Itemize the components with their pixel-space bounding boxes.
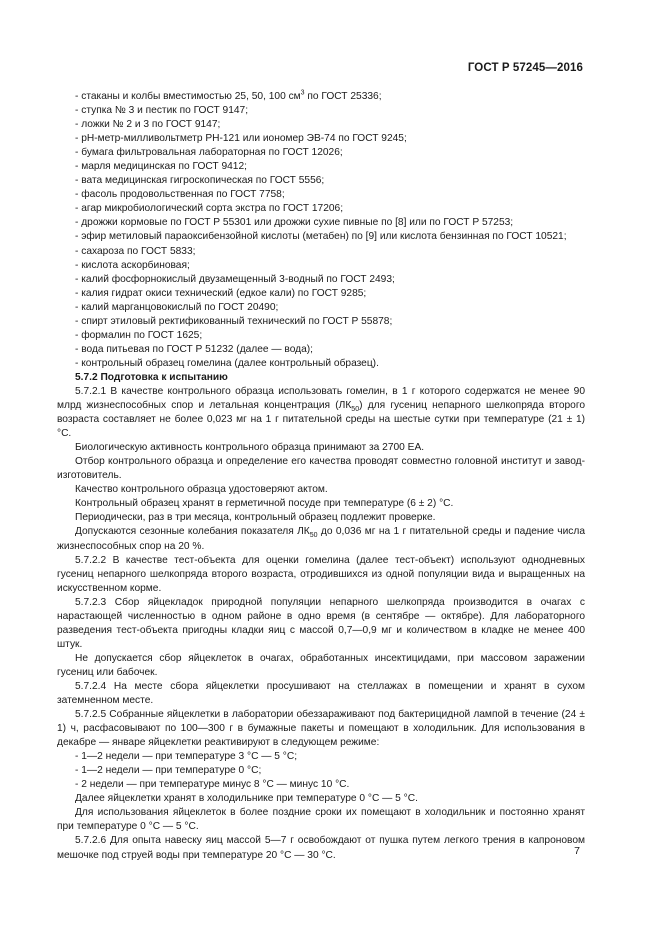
list-item: - калия гидрат окиси технический (едкое кали) по ГОСТ 9285; <box>75 287 367 299</box>
document-body <box>57 90 585 863</box>
list-item: - рН-метр-милливольтметр РН-121 или иономер ЭВ-74 по ГОСТ 9245; <box>75 133 407 145</box>
list-item: - фасоль продовольственная по ГОСТ 7758; <box>75 189 285 201</box>
document-header: ГОСТ Р 57245—2016 <box>467 62 583 74</box>
paragraph: Допускаются сезонные колебания показателя $ЛК_{50}$ до 0,036 мг на 1 г питательной среды и падение числа жизнеспособных спор на 20 %. <box>57 526 585 552</box>
paragraph-5-7-2-3: 5.7.2.3 Сбор яйцекладок природной популяции непарного шелкопряда производится в очагах с нарастающей численностью в одном районе в одно время (в сентябре — октябре). Для лабораторного разведения тест-объекта пригодны кладки яиц с массой 0,7—0,9 мг и количеством в кладке не менее 400 штук. <box>57 596 585 650</box>
paragraph-5-7-2-1: 5.7.2.1 В качестве контрольного образца использовать гомелин, в 1 г которого содержатся не менее 90 млрд жизнеспособных спор и летальная концентрация $(ЛК_{50})$ для гусениц непарного шелкопряда второго возраста составляет не более 0,023 мг на 1 г питательной среды на шестые сутки при температуре (21 ± 1) °С. <box>57 385 585 440</box>
paragraph: Контрольный образец хранят в герметичной посуде при температуре (6 ± 2) °С. <box>75 498 454 510</box>
list-item: - вода питьевая по ГОСТ Р 51232 (далее — вода); <box>75 343 313 355</box>
list-item: - 1—2 недели — при температуре 3 °С — 5 °С; <box>75 751 298 763</box>
list-item: - контрольный образец гомелина (далее контрольный образец). <box>75 357 379 369</box>
paragraph: Далее яйцеклетки хранят в холодильнике при температуре 0 °С — 5 °С. <box>75 793 418 805</box>
list-item: - марля медицинская по ГОСТ 9412; <box>75 161 247 173</box>
list-item: - калий фосфорнокислый двузамещенный 3-водный по ГОСТ 2493; <box>75 273 395 285</box>
paragraph-5-7-2-6: 5.7.2.6 Для опыта навеску яиц массой 5—7 г освобождают от пушка путем легкого трения в капроновом мешочке под струей воды при температуре 20 °С — 30 °С. <box>57 835 585 861</box>
paragraph-5-7-2-4: 5.7.2.4 На месте сбора яйцеклетки просушивают на стеллажах в помещении и хранят в сухом затемненном месте. <box>57 680 585 707</box>
list-item: - кислота аскорбиновая; <box>75 259 190 271</box>
paragraph-5-7-2-5: 5.7.2.5 Собранные яйцеклетки в лаборатории обеззараживают под бактерицидной лампой в течение (24 ± 1) ч, расфасовывают по 100—300 г в бумажные пакеты и помещают в холодильник. Для использования в декабре — январе яйцеклетки реактивируют в следующем режиме: <box>57 709 585 749</box>
list-item: - вата медицинская гигроскопическая по ГОСТ 5556; <box>75 175 325 187</box>
list-item: - эфир метиловый параоксибензойной кислоты (метабен) по [9] или кислота бензинная по ГОСТ 10521; <box>75 231 567 243</box>
list-item: - дрожжи кормовые по ГОСТ Р 55301 или дрожжи сухие пивные по [8] или по ГОСТ Р 57253; <box>75 217 514 229</box>
list-item: - сахароза по ГОСТ 5833; <box>75 245 196 257</box>
paragraph-5-7-2-2: 5.7.2.2 В качестве тест-объекта для оценки гомелина (далее тест-объект) используют однодневных гусениц непарного шелкопряда второго возраста, отродившихся из одной популяции вида и выращенных на искусственном корме. <box>57 554 585 594</box>
page-number: 7 <box>574 845 580 857</box>
list-item: - ступка № 3 и пестик по ГОСТ 9147; <box>75 105 249 117</box>
materials-list <box>57 90 585 371</box>
list-item: - стаканы и колбы вместимостью 25, 50, 100 $см^3$ по ГОСТ 25336; <box>75 89 382 102</box>
paragraph: Периодически, раз в три месяца, контрольный образец подлежит проверке. <box>75 512 436 524</box>
section-heading: 5.7.2 Подготовка к испытанию <box>75 371 228 383</box>
paragraph: Биологическую активность контрольного образца принимают за 2700 ЕА. <box>75 442 425 454</box>
list-item: - агар микробиологический сорта экстра по ГОСТ 17206; <box>75 203 344 215</box>
list-item: - формалин по ГОСТ 1625; <box>75 329 203 341</box>
list-item: - спирт этиловый ректификованный технический по ГОСТ Р 55878; <box>75 315 393 327</box>
list-item: - бумага фильтровальная лабораторная по ГОСТ 12026; <box>75 147 343 159</box>
paragraph: Качество контрольного образца удостоверяют актом. <box>75 484 328 496</box>
paragraph: Отбор контрольного образца и определение его качества проводят совместно головной институт и завод-изготовитель. <box>57 456 585 482</box>
list-item: - ложки № 2 и 3 по ГОСТ 9147; <box>75 119 221 131</box>
list-item: - калий марганцовокислый по ГОСТ 20490; <box>75 301 279 313</box>
list-item: - 2 недели — при температуре минус 8 °С — минус 10 °С. <box>75 779 350 791</box>
paragraph: Не допускается сбор яйцеклеток в очагах, обработанных инсектицидами, при массовом заражении гусениц или бабочек. <box>57 652 585 678</box>
list-item: - 1—2 недели — при температуре 0 °С; <box>75 765 262 777</box>
paragraph: Для использования яйцеклеток в более поздние сроки их помещают в холодильник и постоянно хранят при температуре 0 °С — 5 °С. <box>57 807 585 833</box>
reactivation-list <box>57 750 585 792</box>
